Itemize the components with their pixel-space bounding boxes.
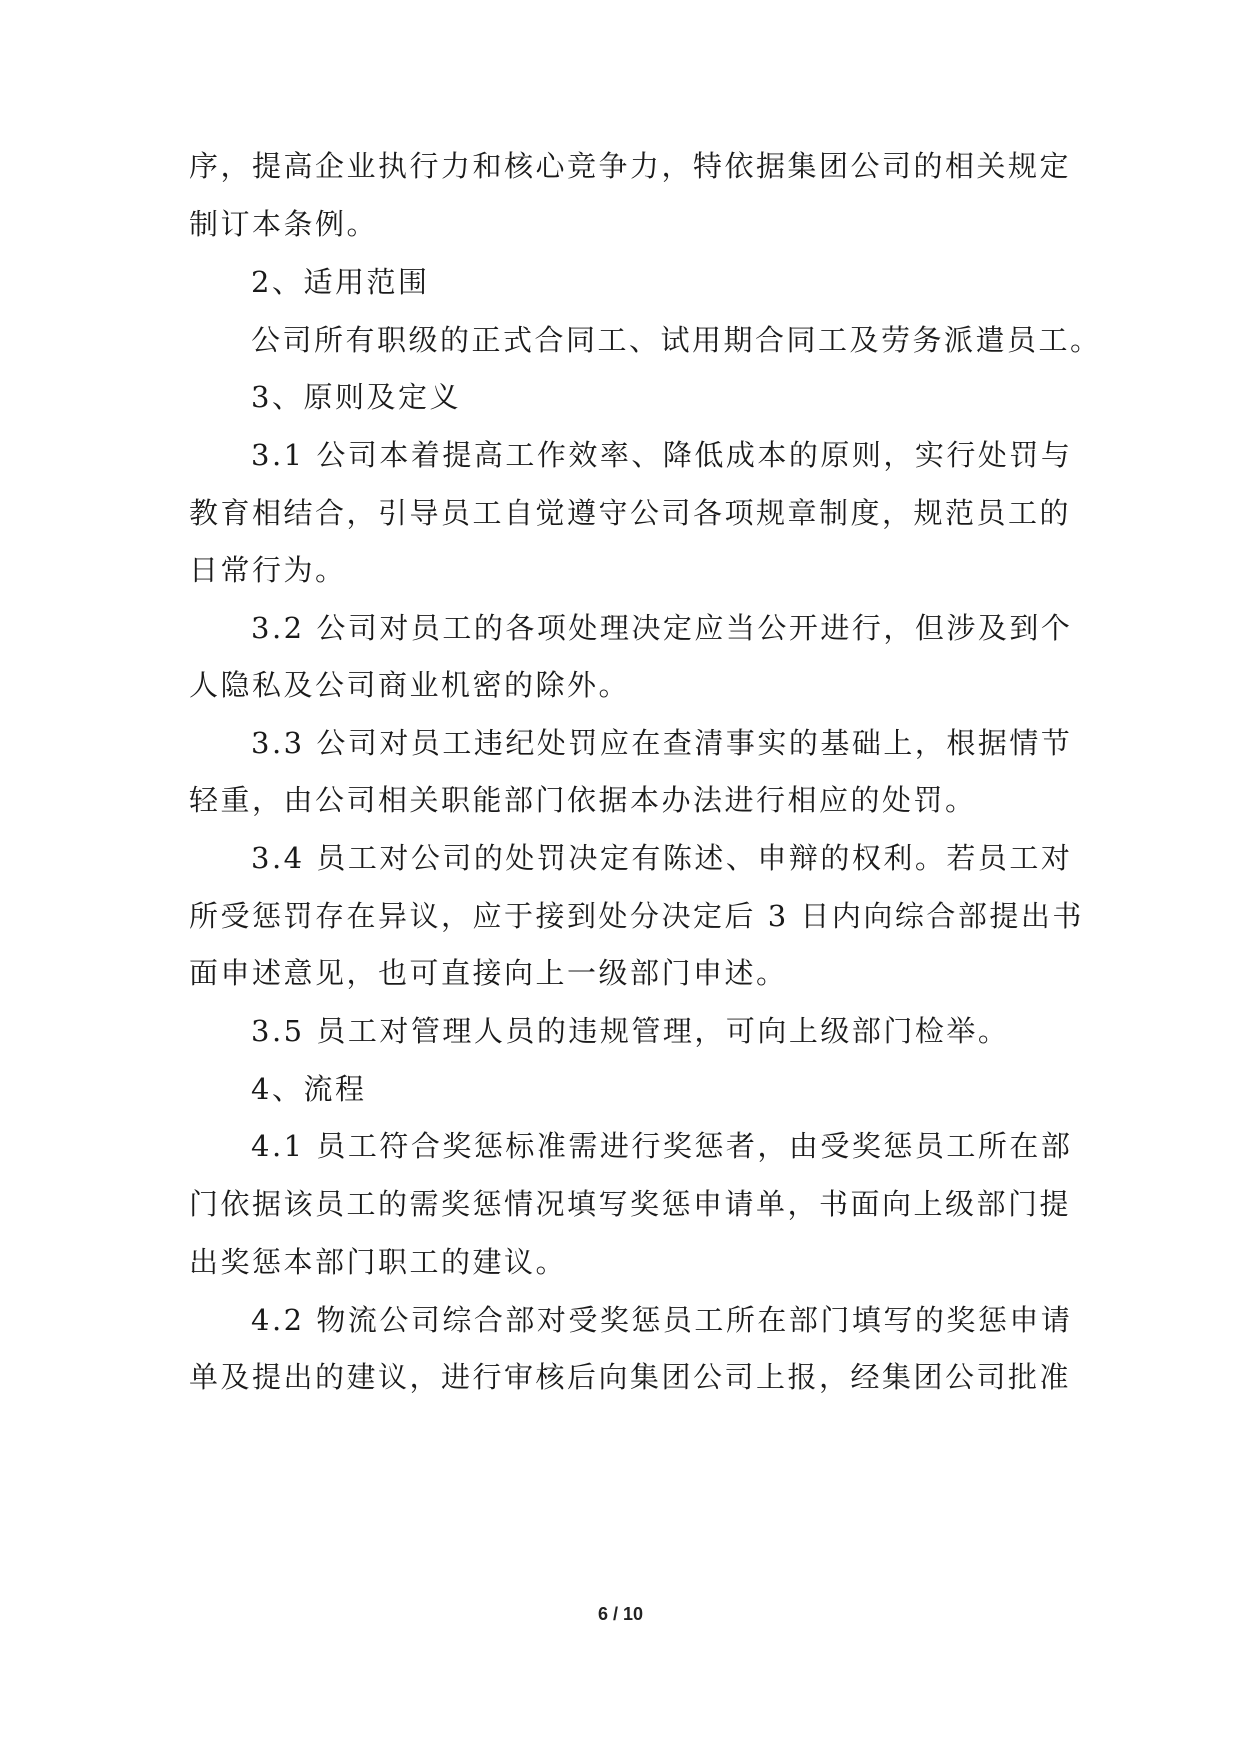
- text-line: 3.5 员工对管理人员的违规管理，可向上级部门检举。: [251, 1014, 1010, 1048]
- text-line: 3.4 员工对公司的处罚决定有陈述、申辩的权利。若员工对: [251, 841, 1073, 875]
- text-line: 日常行为。: [189, 553, 347, 587]
- page-number: 6 / 10: [597, 1604, 644, 1624]
- text-line: 教育相结合，引导员工自觉遵守公司各项规章制度，规范员工的: [189, 496, 1072, 530]
- text-line: 3.2 公司对员工的各项处理决定应当公开进行，但涉及到个: [251, 611, 1073, 645]
- text-line: 人隐私及公司商业机密的除外。: [189, 668, 631, 702]
- text-line: 4.1 员工符合奖惩标准需进行奖惩者，由受奖惩员工所在部: [251, 1129, 1073, 1163]
- section-heading: 4、流程: [251, 1072, 367, 1106]
- text-line: 面申述意见，也可直接向上一级部门申述。: [189, 956, 788, 990]
- text-line: 4.2 物流公司综合部对受奖惩员工所在部门填写的奖惩申请: [251, 1303, 1073, 1337]
- text-line: 出奖惩本部门职工的建议。: [189, 1245, 568, 1279]
- text-line: 公司所有职级的正式合同工、试用期合同工及劳务派遣员工。: [251, 323, 1102, 357]
- section-heading: 3、原则及定义: [251, 380, 461, 414]
- text-line: 单及提出的建议，进行审核后向集团公司上报，经集团公司批准: [189, 1360, 1072, 1394]
- text-line: 门依据该员工的需奖惩情况填写奖惩申请单，书面向上级部门提: [189, 1187, 1072, 1221]
- text-line: 制订本条例。: [189, 207, 379, 241]
- text-line: 3.1 公司本着提高工作效率、降低成本的原则，实行处罚与: [251, 438, 1073, 472]
- text-line: 所受惩罚存在异议，应于接到处分决定后 3 日内向综合部提出书: [189, 899, 1084, 933]
- text-line: 序，提高企业执行力和核心竞争力，特依据集团公司的相关规定: [189, 149, 1072, 183]
- text-line: 3.3 公司对员工违纪处罚应在查清事实的基础上，根据情节: [251, 726, 1073, 760]
- section-heading: 2、适用范围: [251, 265, 430, 299]
- text-line: 轻重，由公司相关职能部门依据本办法进行相应的处罚。: [189, 783, 977, 817]
